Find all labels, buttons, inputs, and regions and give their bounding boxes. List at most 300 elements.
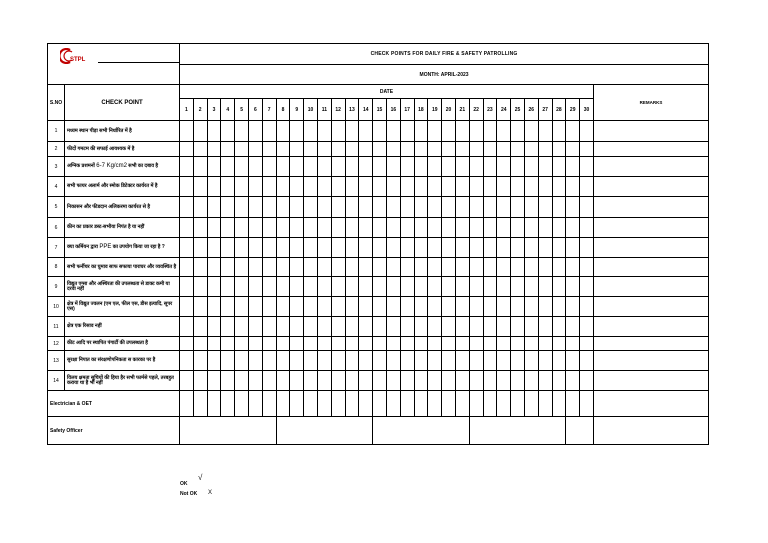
day-check-cell[interactable] [193, 337, 207, 351]
day-check-cell[interactable] [317, 351, 331, 371]
day-check-cell[interactable] [276, 197, 290, 218]
day-check-cell[interactable] [207, 218, 221, 238]
day-check-cell[interactable] [538, 258, 552, 277]
signature-week-cell[interactable] [469, 417, 566, 445]
day-check-cell[interactable] [497, 238, 511, 258]
day-check-cell[interactable] [455, 351, 469, 371]
day-check-cell[interactable] [221, 297, 235, 317]
day-check-cell[interactable] [538, 297, 552, 317]
day-check-cell[interactable] [248, 258, 262, 277]
day-check-cell[interactable] [455, 371, 469, 391]
day-check-cell[interactable] [483, 277, 497, 297]
day-check-cell[interactable] [455, 121, 469, 142]
signature-day-cell[interactable] [180, 391, 194, 417]
day-check-cell[interactable] [373, 197, 387, 218]
day-check-cell[interactable] [345, 177, 359, 197]
day-check-cell[interactable] [511, 258, 525, 277]
day-check-cell[interactable] [262, 197, 276, 218]
day-check-cell[interactable] [386, 351, 400, 371]
day-check-cell[interactable] [248, 177, 262, 197]
remarks-cell[interactable] [593, 142, 708, 157]
day-check-cell[interactable] [469, 238, 483, 258]
day-check-cell[interactable] [455, 177, 469, 197]
day-check-cell[interactable] [193, 317, 207, 337]
day-check-cell[interactable] [331, 351, 345, 371]
signature-week-cell[interactable] [276, 417, 373, 445]
day-check-cell[interactable] [442, 337, 456, 351]
day-check-cell[interactable] [304, 218, 318, 238]
signature-day-cell[interactable] [207, 391, 221, 417]
day-check-cell[interactable] [552, 258, 566, 277]
day-check-cell[interactable] [180, 197, 194, 218]
day-check-cell[interactable] [276, 317, 290, 337]
day-check-cell[interactable] [552, 337, 566, 351]
day-check-cell[interactable] [511, 121, 525, 142]
day-check-cell[interactable] [373, 351, 387, 371]
day-check-cell[interactable] [345, 238, 359, 258]
day-check-cell[interactable] [193, 177, 207, 197]
day-check-cell[interactable] [276, 218, 290, 238]
day-check-cell[interactable] [442, 258, 456, 277]
day-check-cell[interactable] [207, 142, 221, 157]
day-check-cell[interactable] [235, 258, 249, 277]
day-check-cell[interactable] [497, 258, 511, 277]
day-check-cell[interactable] [566, 238, 580, 258]
day-check-cell[interactable] [428, 277, 442, 297]
day-check-cell[interactable] [580, 351, 594, 371]
day-check-cell[interactable] [483, 317, 497, 337]
day-check-cell[interactable] [497, 121, 511, 142]
day-check-cell[interactable] [469, 258, 483, 277]
day-check-cell[interactable] [276, 238, 290, 258]
day-check-cell[interactable] [248, 157, 262, 177]
remarks-cell[interactable] [593, 391, 708, 417]
day-check-cell[interactable] [566, 218, 580, 238]
day-check-cell[interactable] [345, 218, 359, 238]
day-check-cell[interactable] [207, 317, 221, 337]
day-check-cell[interactable] [180, 177, 194, 197]
day-check-cell[interactable] [359, 297, 373, 317]
day-check-cell[interactable] [373, 371, 387, 391]
day-check-cell[interactable] [469, 297, 483, 317]
day-check-cell[interactable] [566, 197, 580, 218]
day-check-cell[interactable] [207, 197, 221, 218]
day-check-cell[interactable] [235, 142, 249, 157]
day-check-cell[interactable] [442, 317, 456, 337]
day-check-cell[interactable] [400, 317, 414, 337]
day-check-cell[interactable] [262, 218, 276, 238]
signature-day-cell[interactable] [483, 391, 497, 417]
day-check-cell[interactable] [428, 351, 442, 371]
day-check-cell[interactable] [359, 177, 373, 197]
day-check-cell[interactable] [580, 258, 594, 277]
day-check-cell[interactable] [248, 142, 262, 157]
day-check-cell[interactable] [276, 142, 290, 157]
day-check-cell[interactable] [414, 351, 428, 371]
day-check-cell[interactable] [180, 351, 194, 371]
day-check-cell[interactable] [428, 258, 442, 277]
day-check-cell[interactable] [386, 177, 400, 197]
day-check-cell[interactable] [331, 238, 345, 258]
day-check-cell[interactable] [193, 277, 207, 297]
day-check-cell[interactable] [428, 238, 442, 258]
signature-week-cell[interactable] [566, 417, 594, 445]
day-check-cell[interactable] [345, 197, 359, 218]
day-check-cell[interactable] [511, 297, 525, 317]
day-check-cell[interactable] [538, 218, 552, 238]
day-check-cell[interactable] [290, 337, 304, 351]
day-check-cell[interactable] [442, 197, 456, 218]
day-check-cell[interactable] [400, 197, 414, 218]
day-check-cell[interactable] [221, 121, 235, 142]
day-check-cell[interactable] [290, 197, 304, 218]
day-check-cell[interactable] [207, 258, 221, 277]
day-check-cell[interactable] [317, 121, 331, 142]
day-check-cell[interactable] [193, 197, 207, 218]
day-check-cell[interactable] [248, 371, 262, 391]
day-check-cell[interactable] [483, 351, 497, 371]
signature-day-cell[interactable] [455, 391, 469, 417]
day-check-cell[interactable] [221, 317, 235, 337]
day-check-cell[interactable] [511, 177, 525, 197]
day-check-cell[interactable] [359, 277, 373, 297]
day-check-cell[interactable] [193, 218, 207, 238]
day-check-cell[interactable] [483, 297, 497, 317]
day-check-cell[interactable] [414, 142, 428, 157]
day-check-cell[interactable] [304, 142, 318, 157]
day-check-cell[interactable] [497, 371, 511, 391]
day-check-cell[interactable] [524, 337, 538, 351]
signature-day-cell[interactable] [304, 391, 318, 417]
day-check-cell[interactable] [221, 197, 235, 218]
signature-day-cell[interactable] [580, 391, 594, 417]
day-check-cell[interactable] [345, 297, 359, 317]
day-check-cell[interactable] [566, 371, 580, 391]
day-check-cell[interactable] [359, 121, 373, 142]
day-check-cell[interactable] [317, 297, 331, 317]
day-check-cell[interactable] [262, 258, 276, 277]
day-check-cell[interactable] [524, 238, 538, 258]
day-check-cell[interactable] [331, 121, 345, 142]
day-check-cell[interactable] [373, 121, 387, 142]
day-check-cell[interactable] [580, 277, 594, 297]
day-check-cell[interactable] [359, 142, 373, 157]
day-check-cell[interactable] [469, 277, 483, 297]
day-check-cell[interactable] [386, 258, 400, 277]
day-check-cell[interactable] [566, 297, 580, 317]
day-check-cell[interactable] [221, 177, 235, 197]
remarks-cell[interactable] [593, 277, 708, 297]
day-check-cell[interactable] [180, 121, 194, 142]
day-check-cell[interactable] [276, 258, 290, 277]
day-check-cell[interactable] [524, 317, 538, 337]
day-check-cell[interactable] [207, 238, 221, 258]
day-check-cell[interactable] [207, 337, 221, 351]
day-check-cell[interactable] [552, 297, 566, 317]
signature-day-cell[interactable] [235, 391, 249, 417]
day-check-cell[interactable] [455, 197, 469, 218]
day-check-cell[interactable] [580, 157, 594, 177]
day-check-cell[interactable] [414, 371, 428, 391]
day-check-cell[interactable] [386, 337, 400, 351]
day-check-cell[interactable] [497, 197, 511, 218]
day-check-cell[interactable] [304, 297, 318, 317]
signature-day-cell[interactable] [469, 391, 483, 417]
day-check-cell[interactable] [400, 371, 414, 391]
day-check-cell[interactable] [359, 218, 373, 238]
day-check-cell[interactable] [235, 337, 249, 351]
day-check-cell[interactable] [538, 371, 552, 391]
day-check-cell[interactable] [359, 351, 373, 371]
day-check-cell[interactable] [552, 317, 566, 337]
day-check-cell[interactable] [455, 317, 469, 337]
day-check-cell[interactable] [552, 277, 566, 297]
day-check-cell[interactable] [580, 121, 594, 142]
day-check-cell[interactable] [538, 238, 552, 258]
day-check-cell[interactable] [304, 177, 318, 197]
day-check-cell[interactable] [455, 337, 469, 351]
day-check-cell[interactable] [276, 121, 290, 142]
day-check-cell[interactable] [331, 258, 345, 277]
remarks-cell[interactable] [593, 157, 708, 177]
signature-day-cell[interactable] [511, 391, 525, 417]
day-check-cell[interactable] [580, 197, 594, 218]
day-check-cell[interactable] [455, 238, 469, 258]
day-check-cell[interactable] [386, 157, 400, 177]
day-check-cell[interactable] [524, 218, 538, 238]
day-check-cell[interactable] [304, 238, 318, 258]
day-check-cell[interactable] [538, 197, 552, 218]
day-check-cell[interactable] [497, 142, 511, 157]
day-check-cell[interactable] [235, 277, 249, 297]
signature-day-cell[interactable] [414, 391, 428, 417]
day-check-cell[interactable] [455, 277, 469, 297]
day-check-cell[interactable] [552, 177, 566, 197]
day-check-cell[interactable] [455, 258, 469, 277]
day-check-cell[interactable] [317, 157, 331, 177]
day-check-cell[interactable] [400, 157, 414, 177]
day-check-cell[interactable] [400, 238, 414, 258]
day-check-cell[interactable] [552, 142, 566, 157]
day-check-cell[interactable] [304, 337, 318, 351]
day-check-cell[interactable] [262, 177, 276, 197]
day-check-cell[interactable] [248, 277, 262, 297]
remarks-cell[interactable] [593, 351, 708, 371]
day-check-cell[interactable] [442, 157, 456, 177]
day-check-cell[interactable] [414, 218, 428, 238]
day-check-cell[interactable] [497, 351, 511, 371]
day-check-cell[interactable] [442, 177, 456, 197]
day-check-cell[interactable] [566, 157, 580, 177]
day-check-cell[interactable] [373, 142, 387, 157]
signature-day-cell[interactable] [317, 391, 331, 417]
day-check-cell[interactable] [345, 142, 359, 157]
day-check-cell[interactable] [400, 277, 414, 297]
day-check-cell[interactable] [386, 121, 400, 142]
day-check-cell[interactable] [483, 197, 497, 218]
remarks-cell[interactable] [593, 258, 708, 277]
day-check-cell[interactable] [538, 177, 552, 197]
day-check-cell[interactable] [511, 218, 525, 238]
day-check-cell[interactable] [524, 371, 538, 391]
day-check-cell[interactable] [497, 317, 511, 337]
day-check-cell[interactable] [359, 371, 373, 391]
day-check-cell[interactable] [345, 121, 359, 142]
day-check-cell[interactable] [262, 157, 276, 177]
day-check-cell[interactable] [414, 258, 428, 277]
day-check-cell[interactable] [207, 297, 221, 317]
day-check-cell[interactable] [262, 337, 276, 351]
day-check-cell[interactable] [428, 337, 442, 351]
day-check-cell[interactable] [180, 337, 194, 351]
day-check-cell[interactable] [221, 157, 235, 177]
day-check-cell[interactable] [524, 177, 538, 197]
day-check-cell[interactable] [538, 142, 552, 157]
day-check-cell[interactable] [414, 121, 428, 142]
day-check-cell[interactable] [386, 371, 400, 391]
day-check-cell[interactable] [386, 297, 400, 317]
day-check-cell[interactable] [317, 177, 331, 197]
day-check-cell[interactable] [580, 142, 594, 157]
day-check-cell[interactable] [304, 121, 318, 142]
day-check-cell[interactable] [386, 142, 400, 157]
day-check-cell[interactable] [524, 297, 538, 317]
day-check-cell[interactable] [538, 277, 552, 297]
day-check-cell[interactable] [317, 277, 331, 297]
day-check-cell[interactable] [469, 337, 483, 351]
day-check-cell[interactable] [566, 177, 580, 197]
day-check-cell[interactable] [400, 218, 414, 238]
day-check-cell[interactable] [552, 238, 566, 258]
day-check-cell[interactable] [497, 157, 511, 177]
day-check-cell[interactable] [193, 238, 207, 258]
day-check-cell[interactable] [497, 177, 511, 197]
day-check-cell[interactable] [290, 297, 304, 317]
day-check-cell[interactable] [180, 218, 194, 238]
day-check-cell[interactable] [248, 121, 262, 142]
signature-day-cell[interactable] [552, 391, 566, 417]
day-check-cell[interactable] [469, 317, 483, 337]
day-check-cell[interactable] [262, 238, 276, 258]
day-check-cell[interactable] [276, 351, 290, 371]
day-check-cell[interactable] [207, 177, 221, 197]
day-check-cell[interactable] [580, 371, 594, 391]
day-check-cell[interactable] [345, 337, 359, 351]
remarks-cell[interactable] [593, 297, 708, 317]
day-check-cell[interactable] [414, 277, 428, 297]
remarks-cell[interactable] [593, 177, 708, 197]
day-check-cell[interactable] [345, 157, 359, 177]
day-check-cell[interactable] [359, 238, 373, 258]
day-check-cell[interactable] [359, 157, 373, 177]
day-check-cell[interactable] [580, 297, 594, 317]
day-check-cell[interactable] [331, 142, 345, 157]
day-check-cell[interactable] [400, 177, 414, 197]
signature-day-cell[interactable] [400, 391, 414, 417]
day-check-cell[interactable] [511, 157, 525, 177]
remarks-cell[interactable] [593, 218, 708, 238]
remarks-cell[interactable] [593, 197, 708, 218]
day-check-cell[interactable] [566, 121, 580, 142]
day-check-cell[interactable] [180, 371, 194, 391]
day-check-cell[interactable] [580, 177, 594, 197]
signature-day-cell[interactable] [262, 391, 276, 417]
signature-day-cell[interactable] [524, 391, 538, 417]
day-check-cell[interactable] [193, 157, 207, 177]
day-check-cell[interactable] [290, 371, 304, 391]
day-check-cell[interactable] [552, 157, 566, 177]
day-check-cell[interactable] [469, 351, 483, 371]
day-check-cell[interactable] [304, 277, 318, 297]
day-check-cell[interactable] [552, 351, 566, 371]
day-check-cell[interactable] [483, 142, 497, 157]
day-check-cell[interactable] [483, 177, 497, 197]
day-check-cell[interactable] [373, 317, 387, 337]
day-check-cell[interactable] [469, 121, 483, 142]
day-check-cell[interactable] [386, 197, 400, 218]
day-check-cell[interactable] [511, 337, 525, 351]
day-check-cell[interactable] [221, 238, 235, 258]
day-check-cell[interactable] [511, 277, 525, 297]
day-check-cell[interactable] [511, 351, 525, 371]
day-check-cell[interactable] [290, 277, 304, 297]
day-check-cell[interactable] [455, 142, 469, 157]
day-check-cell[interactable] [524, 197, 538, 218]
day-check-cell[interactable] [235, 238, 249, 258]
day-check-cell[interactable] [248, 351, 262, 371]
day-check-cell[interactable] [180, 317, 194, 337]
remarks-cell[interactable] [593, 371, 708, 391]
day-check-cell[interactable] [290, 351, 304, 371]
day-check-cell[interactable] [400, 351, 414, 371]
day-check-cell[interactable] [566, 258, 580, 277]
day-check-cell[interactable] [524, 277, 538, 297]
day-check-cell[interactable] [207, 371, 221, 391]
day-check-cell[interactable] [248, 317, 262, 337]
day-check-cell[interactable] [511, 317, 525, 337]
signature-day-cell[interactable] [428, 391, 442, 417]
day-check-cell[interactable] [414, 317, 428, 337]
day-check-cell[interactable] [331, 277, 345, 297]
day-check-cell[interactable] [524, 258, 538, 277]
day-check-cell[interactable] [207, 157, 221, 177]
day-check-cell[interactable] [400, 297, 414, 317]
day-check-cell[interactable] [248, 218, 262, 238]
day-check-cell[interactable] [428, 371, 442, 391]
day-check-cell[interactable] [262, 351, 276, 371]
day-check-cell[interactable] [331, 371, 345, 391]
day-check-cell[interactable] [331, 157, 345, 177]
day-check-cell[interactable] [359, 337, 373, 351]
day-check-cell[interactable] [262, 277, 276, 297]
day-check-cell[interactable] [317, 197, 331, 218]
day-check-cell[interactable] [483, 371, 497, 391]
signature-day-cell[interactable] [359, 391, 373, 417]
day-check-cell[interactable] [262, 121, 276, 142]
signature-day-cell[interactable] [276, 391, 290, 417]
day-check-cell[interactable] [290, 121, 304, 142]
day-check-cell[interactable] [331, 337, 345, 351]
day-check-cell[interactable] [262, 371, 276, 391]
day-check-cell[interactable] [221, 351, 235, 371]
day-check-cell[interactable] [511, 197, 525, 218]
day-check-cell[interactable] [290, 157, 304, 177]
signature-day-cell[interactable] [290, 391, 304, 417]
day-check-cell[interactable] [290, 142, 304, 157]
day-check-cell[interactable] [455, 157, 469, 177]
day-check-cell[interactable] [455, 218, 469, 238]
day-check-cell[interactable] [414, 177, 428, 197]
